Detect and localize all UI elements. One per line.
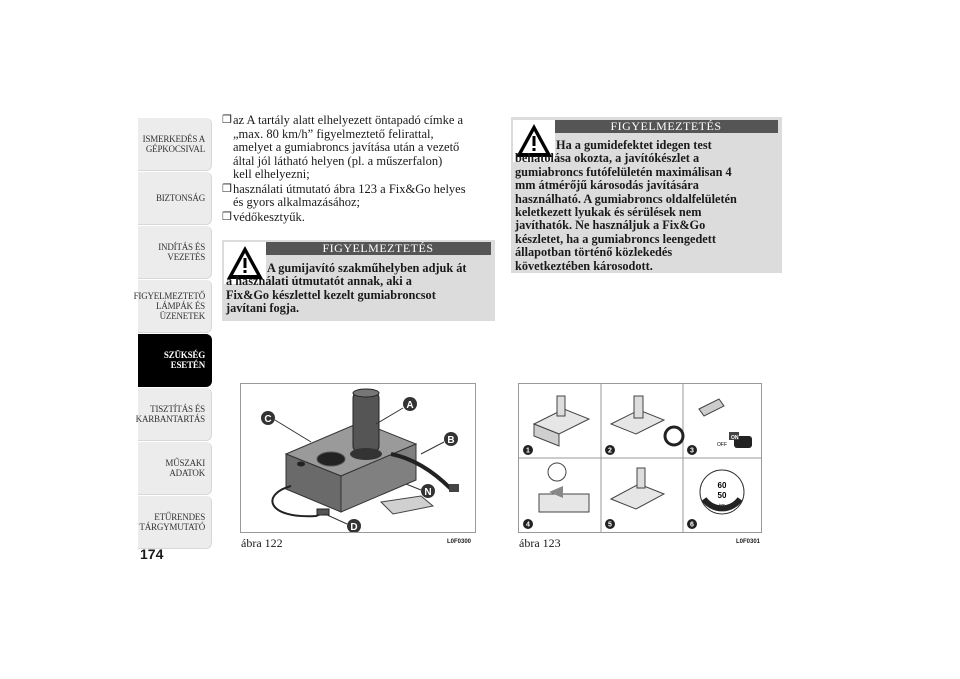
warning-text: A gumijavító szakműhelyben adjuk át a használati útmutatót annak, aki a Fix&Go készlettel kezelt gumiabroncsot javítani fogja.: [226, 261, 467, 316]
tab-figyelmezteto[interactable]: FIGYELMEZTETŐ LÁMPÁK ÉS ÜZENETEK: [138, 280, 212, 333]
callout-d-label: D: [350, 522, 358, 532]
page-number: 174: [140, 546, 164, 562]
checkbox-bullet-icon: ❒: [222, 210, 232, 223]
step-5-label: 5: [608, 521, 612, 529]
warning-box-right: [511, 117, 782, 273]
repair-kit-illustration: [241, 384, 475, 532]
step-4-label: 4: [526, 521, 530, 529]
switch-on-label: ON: [731, 435, 739, 441]
figure-123: [518, 383, 762, 533]
step-1-label: 1: [526, 447, 530, 455]
chapter-tabs: [133, 118, 212, 550]
tab-ismerkedes[interactable]: ISMERKEDÉS A GÉPKOCSIVAL: [138, 118, 212, 171]
gauge-top-value: 60: [717, 481, 727, 490]
gauge-unit: bar: [719, 502, 725, 507]
instructions-illustration: [519, 384, 761, 532]
checkbox-bullet-icon: ❒: [222, 114, 232, 126]
switch-off-label: OFF: [717, 442, 727, 448]
list-item: [222, 114, 497, 182]
callout-a-label: A: [406, 400, 414, 411]
step-2-label: 2: [608, 447, 612, 455]
figure-123-code: L0F0301: [736, 539, 761, 545]
tab-szukseg-eseten[interactable]: SZÜKSÉG ESETÉN: [138, 334, 212, 387]
warning-text: Ha a gumidefektet idegen test behatolása okozta, a javítókészlet a gumiabroncs futófelületén maximálisan 4 mm átmérőjű károsodás javítására használható. A gumiabroncs oldalfelületén keletkezett lyukak és sérülések nem javíthatók. Ne használjuk a Fix&Go készletet, ha a gumiabroncs leengedett állapotban történő közlekedés következtében károsodott.: [515, 138, 737, 273]
tab-inditas[interactable]: INDÍTÁS ÉS VEZETÉS: [138, 226, 212, 279]
warning-title: FIGYELMEZTETÉS: [554, 120, 778, 133]
tab-tisztitas[interactable]: TISZTÍTÁS ÉS KARBANTARTÁS: [138, 388, 212, 441]
list-item-text: védőkesztyűk.: [233, 209, 305, 224]
list-item: [222, 183, 497, 210]
figure-123-caption: ábra 123: [519, 536, 561, 550]
figure-122-caption: ábra 122: [241, 536, 283, 550]
tab-targymutato[interactable]: ETŰRENDES TÁRGYMUTATÓ: [138, 496, 212, 549]
gauge-bottom-value: 50: [717, 491, 727, 500]
list-item-text: használati útmutató ábra 123 a Fix&Go helyes és gyors alkalmazásához;: [233, 181, 466, 209]
callout-n-label: N: [424, 487, 432, 498]
warning-box-left: [222, 240, 495, 321]
bullet-list: [222, 114, 497, 225]
warning-title: FIGYELMEZTETÉS: [265, 242, 491, 255]
step-6-label: 6: [690, 521, 694, 529]
callout-c-label: C: [264, 414, 272, 425]
tab-biztonsag[interactable]: BIZTONSÁG: [138, 172, 212, 225]
callout-b-label: B: [447, 435, 455, 446]
figure-122-code: L0F0300: [447, 539, 472, 545]
figure-122: [240, 383, 476, 533]
step-3-label: 3: [690, 447, 694, 455]
list-item: [222, 211, 497, 225]
list-item-text: az A tartály alatt elhelyezett öntapadó címke a „max. 80 km/h” figyelmeztető felirattal, amelyet a gumiabroncs javítása után a vezető által jól látható helyen (pl. a műszerfalon) kell elhelyezni;: [233, 113, 464, 181]
checkbox-bullet-icon: ❒: [222, 182, 232, 195]
tab-muszaki-adatok[interactable]: MŰSZAKI ADATOK: [138, 442, 212, 495]
